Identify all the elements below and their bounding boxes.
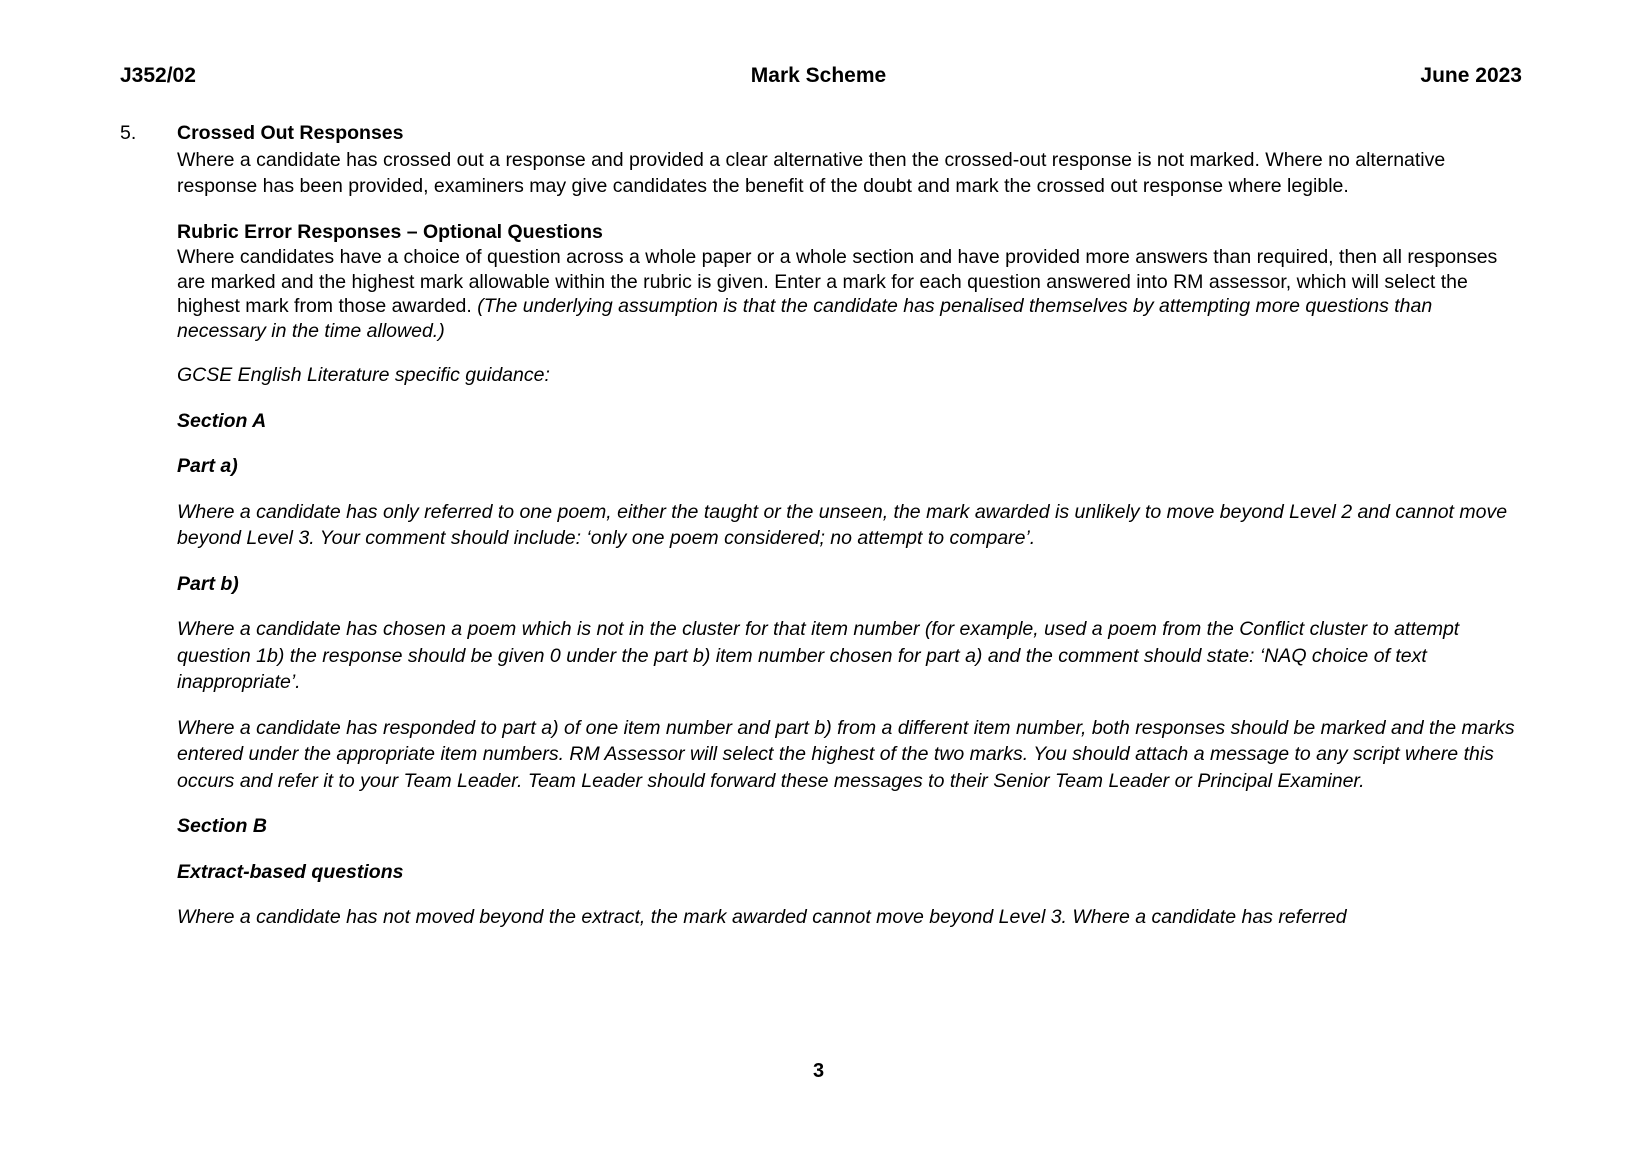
part-a-heading: Part a) [177,455,238,477]
section-a-heading: Section A [177,409,267,432]
paper-code: J352/02 [120,64,196,87]
document-title: Mark Scheme [750,64,887,87]
crossed-out-text: Where a candidate has crossed out a response and provided a clear alternative then the crossed-out response is not marked. Where no alternative response has been provided, examiners may give candidates the benefit of the doubt and mark the crossed out response where legible. [177,148,1446,197]
section-b-heading: Section B [177,815,267,837]
rubric-text-main: Where candidates have a choice of question across a whole paper or a whole section and have provided more answers than required, then all responses are marked and the highest mark allowable within the rubric is given. Enter a mark for each question answered into RM assessor, which will select the highest mark from those awarded. [177,246,1498,317]
guidance-title: GCSE English Literature specific guidance: [177,364,550,386]
document-body [177,120,1522,931]
part-b-text-2: Where a candidate has responded to part a) of one item number and part b) from a different item number, both responses should be marked and the marks entered under the appropriate item numbers. RM Assessor will select the highest of the two marks. You should attach a message to any script where this occurs and refer it to your Team Leader. Team Leader should forward these messages to their Senior Team Leader or Principal Examiner. [177,716,1515,792]
document-date: June 2023 [1420,64,1522,87]
page-number: 3 [812,1060,825,1082]
rubric-text [177,245,1522,343]
rubric-heading: Rubric Error Responses – Optional Questions [177,220,603,243]
extract-heading: Extract-based questions [177,860,404,883]
crossed-out-heading: Crossed Out Responses [177,122,404,144]
part-b-heading: Part b) [177,572,239,595]
part-b-text-1: Where a candidate has chosen a poem which is not in the cluster for that item number (for example, used a poem from the Conflict cluster to attempt question 1b) the response should be given 0 under the part b) item number chosen for part a) and the comment should state: ‘NAQ choice of text inappropriate’. [177,618,1460,693]
rubric-text-italic: (The underlying assumption is that the candidate has penalised themselves by attempting more questions than necessary in the time allowed.) [177,295,1433,342]
part-a-text: Where a candidate has only referred to one poem, either the taught or the unseen, the mark awarded is unlikely to move beyond Level 2 and cannot move beyond Level 3. Your comment should include: ‘only one poem considered; no attempt to compare’. [177,500,1508,549]
extract-text: Where a candidate has not moved beyond the extract, the mark awarded cannot move beyond Level 3. Where a candidate has referred [177,906,1347,928]
item-number: 5. [120,122,137,144]
